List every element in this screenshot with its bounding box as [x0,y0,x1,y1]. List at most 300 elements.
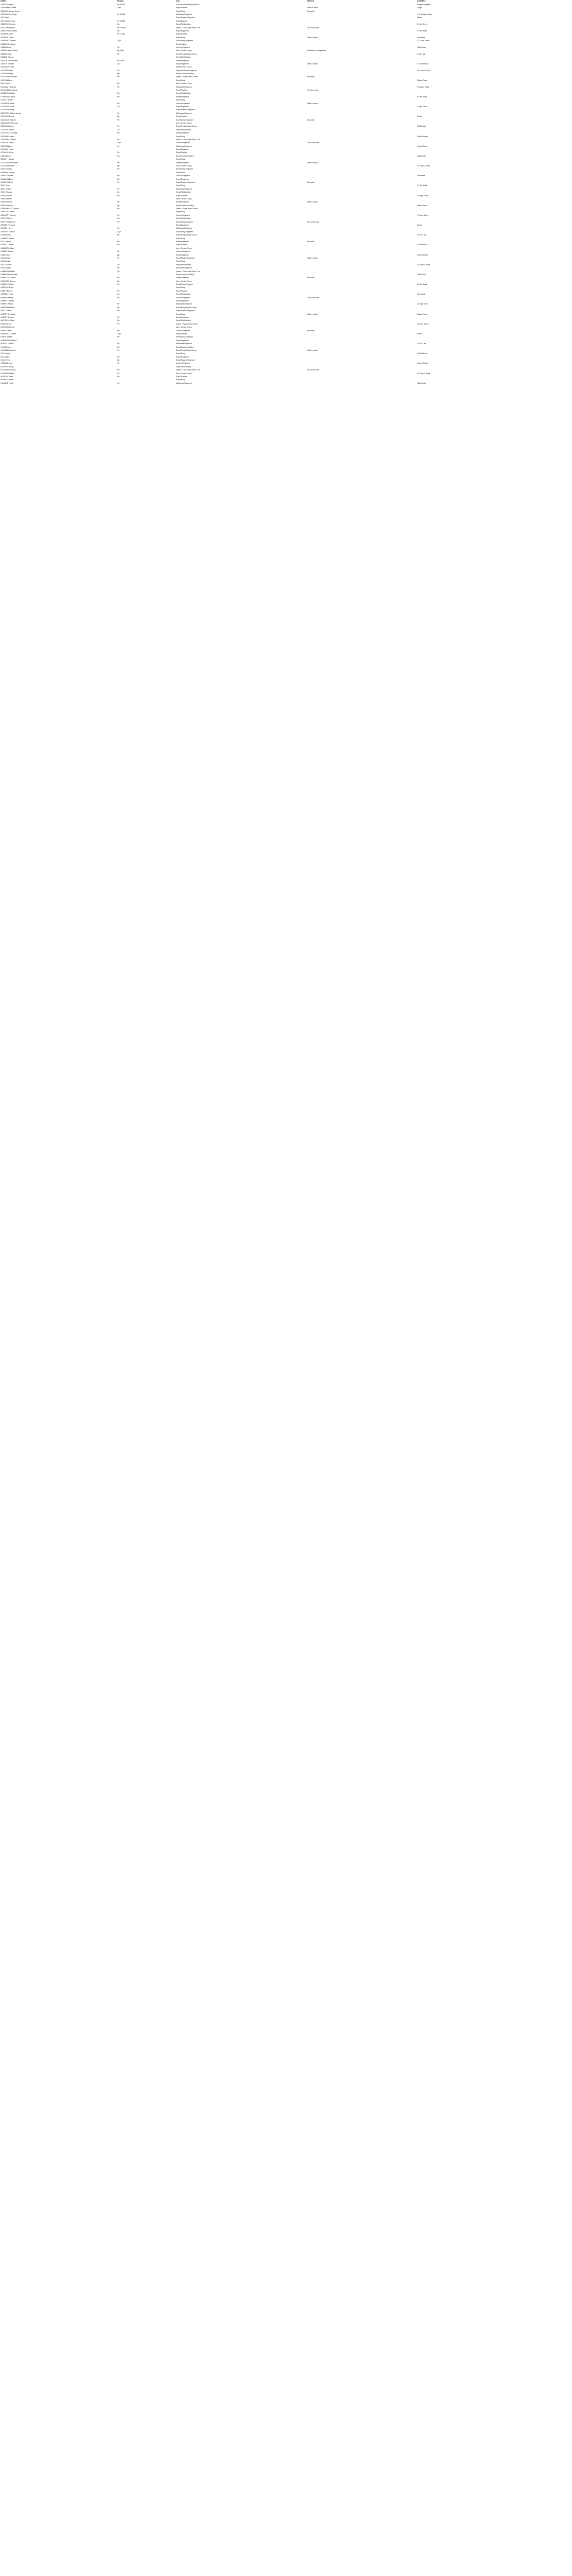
name-cell: GUNN Albert [1,234,11,236]
name-cell: GORE William [1,145,12,147]
rank-no-cell: Pte [117,188,120,190]
address-cell: 12 Crane Street [417,40,429,42]
unit-cell: Royal Welsh Fusiliers [176,221,193,223]
address-cell: Lodge [417,7,422,9]
name-cell: HILL George [1,352,11,355]
address-cell: 1 St Andrews Road [417,13,432,16]
unit-cell: East Surrey Regiment [176,118,194,121]
name-cell: HAYWARD Thomas [1,332,16,335]
rank-no-cell: Pte 29066 [117,13,125,16]
unit-cell: East Surrey Regiment [176,336,194,338]
rank-no-cell: Cpl [117,105,120,108]
unit-cell: London Regiment [176,175,190,177]
name-cell: HADDOCK Alfred [1,247,14,249]
name-cell: GOULD Frederick [1,165,15,167]
unit-cell: Royal West Kent Regiment [176,69,197,72]
address-cell: 5 Crane Street [417,323,429,325]
col-header-rank-no: RankNo [117,0,124,3]
rank-no-cell: Pte [117,323,120,325]
rank-no-cell: Pte [117,46,120,48]
name-cell: GRAHAM George [1,171,15,174]
rank-no-cell: Pte [117,270,120,273]
unit-cell: Royal Fusiliers [176,7,188,9]
name-cell: GIBBS Ernest [1,53,12,55]
unit-cell: Royal Engineers [176,224,189,227]
name-cell: GAY Albert [1,16,9,19]
rank-no-cell: Pte [117,277,120,279]
name-cell: HANCOCK George [1,280,16,282]
unit-cell: Royal Field Artillery [176,365,192,368]
unit-cell: Middlesex Regiment [176,303,192,306]
name-cell: GRIMES Frederick [1,224,15,227]
address-cell: Station Road [417,79,427,81]
rank-no-cell: Sgt [117,253,120,256]
name-cell: GILBERT Arthur [1,69,13,72]
unit-cell: Queen's Own Royal West Kent [176,369,200,371]
details-cell: Died of wounds [307,142,319,144]
name-cell: GEER Henry Charles [1,30,18,32]
name-cell: HENDERSON Albert [1,339,17,342]
rank-no-cell: Pte [117,257,120,259]
address-cell: 6 North Road [417,145,428,147]
unit-cell: Royal Fusiliers [176,244,188,246]
name-cell: HALL William [1,267,11,269]
rank-no-cell: CSM [117,7,121,9]
name-cell: HACKETT Frank [1,244,14,246]
rank-no-cell: Pte [117,69,120,72]
rank-no-cell: Dvr [117,82,120,85]
rank-no-cell: Pte [117,201,120,204]
name-cell: GREGORY Alfred [1,211,14,213]
unit-cell: London Regiment [176,46,190,48]
unit-cell: Royal Scots [176,171,186,174]
name-cell: HASTINGS Alfred [1,319,14,322]
unit-cell: East Surrey Regiment [176,168,194,171]
unit-cell: Army Service Corps [176,326,192,329]
name-cell: GILES Albert Edward [1,76,18,78]
unit-cell: Army Service Corps [176,372,192,375]
name-cell: GREEN William [1,204,13,207]
name-cell: HOLLAND Thomas [1,369,16,371]
rank-no-cell: Pte [117,102,120,105]
unit-cell: Royal Engineers [176,148,189,151]
address-cell: Church Street [417,362,428,365]
name-cell: HAWKINS Ernest [1,326,14,329]
name-cell: HIGGINS Frederick [1,349,16,351]
details-cell: Killed in action [307,36,318,39]
unit-cell: East Surrey Regiment [176,230,194,233]
details-cell [306,382,417,385]
unit-cell: Essex Regiment [176,241,189,243]
details-cell: Wounded [307,277,315,279]
rank-no-cell: Pte [117,267,120,269]
rank-no-cell: Pte [117,382,120,384]
unit-cell: Royal Field Artillery [176,128,192,131]
unit-cell: Essex Regiment [176,132,189,134]
unit-cell: Royal Fusiliers [176,376,188,378]
rank-no-cell: L/Cpl [117,40,121,42]
unit-cell: Queen's Royal West Surrey [176,76,198,78]
rank-no-cell: Pte [117,95,120,98]
rank-no-cell: Pte [117,303,120,306]
unit-cell: Royal Sussex Regiment [176,359,195,362]
unit-cell: Royal Fusiliers [176,33,188,36]
address-cell: Cleveland [417,175,425,177]
unit-cell: Royal Artillery [176,43,187,45]
name-cell: GILLINGHAM George [1,89,18,92]
name-cell: GIBSON Thomas [1,62,14,65]
unit-cell: Royal Engineers [176,300,189,302]
rank-no-cell: L/Cpl [117,230,121,233]
col-header-details: DETAILS [307,0,315,3]
rank-no-cell: Sgt [117,73,120,75]
rank-no-cell: Pte 13085 [117,20,125,22]
address-cell: 5 Victoria Road [417,86,429,88]
name-cell: HEATH William [1,336,13,338]
name-cell: GRAY Ernest [1,188,11,190]
rank-no-cell: Dvr [117,128,120,131]
address-cell: Tallis Road [417,155,426,157]
name-cell: GRANT Charles [1,175,13,177]
details-cell: Mentioned in despatches [307,49,326,52]
rank-no-cell: Gnr [117,346,120,348]
name-cell: GOODWIN Albert [1,135,14,138]
unit-cell: Royal Navy [176,10,185,12]
rank-no-cell: Cpl [117,62,120,65]
roll-body [0,3,572,385]
unit-cell: Royal Army Medical Corps [176,53,197,55]
unit-cell: Middlesex Regiment [176,227,192,230]
name-cell: HATCH Arthur [1,323,12,325]
rank-no-cell: Pte [117,138,120,141]
address-cell: Station Road [417,313,427,315]
rank-no-cell: Pte [117,161,120,164]
name-cell: GIBSON John William [1,59,18,62]
unit-cell: Royal Navy [176,260,185,263]
address-cell: 6 North Road [417,352,428,355]
details-cell: Killed in action [307,62,318,65]
rank-no-cell: Pte [117,362,120,365]
unit-cell: Army Service Corps [176,122,192,124]
name-cell: GORDON Henry [1,142,14,144]
rank-no-cell: Sgt [117,165,120,167]
address-cell: 9 Park Road [417,95,427,98]
address-cell: Tallis Road [417,46,426,48]
unit-cell: Royal Sussex Regiment [176,109,195,111]
address-cell: 7 Crane Street [417,214,429,216]
address-cell: Weald [417,224,422,227]
name-cell: GLADWELL Arthur [1,95,15,98]
rank-no-cell: Pte [117,316,120,318]
address-cell: 20 High Street [417,194,428,197]
unit-cell: Army Service Corps [176,197,192,200]
unit-cell: Royal Field Artillery [176,56,192,59]
address-cell: Weald [417,16,422,19]
details-cell: Died of wounds [307,26,319,29]
name-cell: GUNNER William [1,237,14,240]
address-cell: 17 North Road [417,62,429,65]
rank-no-cell: Pte [117,296,120,299]
rank-no-cell: Gnr [117,92,120,95]
unit-cell: Royal Garrison Artillery [176,346,194,348]
unit-cell: Royal Army Medical Corps [176,234,197,236]
rank-no-cell: Pte [117,214,120,216]
name-cell: GIDDINGS Frank [1,66,14,69]
name-cell: HOWARD Frank [1,382,13,384]
rank-no-cell: Gnr [117,155,120,157]
details-cell: Killed in action [307,257,318,259]
unit-cell: Royal Field Artillery [176,217,192,220]
name-cell: HARPER Henry [1,296,13,299]
unit-cell: Machine Gun Corps [176,66,192,69]
rank-no-cell: Pte [117,376,120,378]
name-cell: GODFREY William James [1,112,21,114]
rank-no-cell: Pte 20812 [117,59,125,62]
unit-cell: Royal Navy [176,237,185,240]
name-cell: GODFREY Henry [1,109,14,111]
name-cell: GREEN Albert [1,194,12,197]
rank-no-cell: Pte [117,336,120,338]
name-cell: GOULD Albert Edward [1,161,19,164]
name-cell: GASH George H [1,3,14,6]
unit-cell: Essex Regiment [176,95,189,98]
unit-cell: Royal Sussex Regiment [176,16,195,19]
name-cell: HILLS Arthur [1,359,11,362]
unit-cell: Royal Engineers [176,178,189,180]
rank-no-cell: Pte [117,250,120,253]
name-cell: GILES William [1,79,12,81]
rank-no-cell: Pte [117,234,120,236]
details-cell: Wounded [307,181,315,183]
rank-no-cell: Pte [117,290,120,292]
address-cell: 2 Mill Lane [417,53,426,55]
name-cell: GREEN Henry [1,201,12,204]
name-cell: GEE Ernest Arthur [1,26,15,29]
unit-cell: Royal Fusiliers [176,194,188,197]
name-cell: GASSON Wm Edgar [1,13,17,16]
unit-cell: Essex Regiment [176,201,189,204]
name-cell: HODGES Henry [1,365,13,368]
rank-no-cell: Gnr [117,23,120,26]
name-cell: GODDARD Frank [1,105,14,108]
address-cell: 25 Church Street [417,69,430,72]
name-cell: GEORGE Frank [1,36,13,39]
name-cell: HANDLEY Alfred [1,283,14,286]
rank-no-cell: Gnr [117,217,120,220]
name-cell: HEWITT Charles [1,343,14,345]
rank-no-cell: Pte [117,355,120,358]
rank-no-cell: Pte [117,343,120,345]
address-cell: 2 Park Road [417,184,427,187]
rank-no-cell: Pte [117,76,120,78]
details-cell: Died of wounds [307,221,319,223]
rank-no-cell: Cpl [117,178,120,180]
unit-cell: Middlesex Regiment [176,112,192,114]
address-cell: 4 North Road [417,244,428,246]
unit-cell: Army Service Corps [176,49,192,52]
name-cell: HOBBS Ernest [1,362,12,365]
unit-cell: Royal Field Artillery [176,293,192,296]
address-cell: Church Street [417,135,428,138]
address-cell: Cleveland [417,36,425,39]
unit-cell: Queen's Own Royal West Kent [176,26,200,29]
name-cell: HORNE Charles [1,379,13,381]
address-cell: Church Street [417,253,428,256]
unit-cell: Royal Field Artillery [176,263,192,266]
name-cell: HARDY Ernest [1,290,12,292]
rank-no-cell: Pte [117,53,120,55]
unit-cell: Royal Sussex Regiment [176,181,195,183]
name-cell: GASH Percy James [1,7,16,9]
address-cell: Tallis Road [417,273,426,276]
unit-cell: Royal Navy [176,286,185,289]
unit-cell: Royal Navy [176,379,185,381]
name-cell: GREENWOOD Charles [1,208,19,210]
address-cell: 4 Park Road [417,30,427,32]
name-cell: GROVES Thomas [1,230,15,233]
rank-no-cell: Pte [117,221,120,223]
name-cell: GEORGE Albert [1,33,13,36]
name-cell: HALL Thomas [1,263,12,266]
unit-cell: East Surrey Regiment [176,40,194,42]
name-cell: GOSS Ernest [1,155,11,157]
rank-no-cell: Sgt [117,359,120,362]
name-cell: GIBSON George [1,56,14,59]
unit-cell: Army Service Corps [176,82,192,85]
rank-no-cell: L/Cpl [117,332,121,335]
unit-cell: Middlesex Regiment [176,13,192,16]
unit-cell: Middlesex Regiment [176,267,192,269]
unit-cell: Queen's Royal West Surrey [176,208,198,210]
unit-cell: Royal Navy [176,352,185,355]
name-cell: GOODCHILD George [1,132,18,134]
rank-no-cell: Pte [117,86,120,88]
address-cell: 16 Mill Lane [417,234,427,236]
name-cell: GILL Ernest [1,82,10,85]
name-cell: HILL Alfred [1,355,9,358]
rank-no-cell: Pte [117,244,120,246]
rank-no-cell: Pte 55038 [117,3,125,6]
name-cell: HAMPTON Charles [1,277,16,279]
name-cell: GOODWIN Charles [1,138,16,141]
name-cell: GASSON George Henry [1,10,20,12]
unit-cell: Army Service Corps [176,165,192,167]
name-cell: HALL Ernest [1,257,11,259]
rank-no-cell: L/Cpl [117,142,121,144]
unit-cell: Royal Navy [176,79,185,81]
name-cell: GOLDSMITH Thomas [1,122,18,124]
rank-no-cell: Gnr [117,293,120,296]
name-cell: GRAY Arthur [1,184,11,187]
name-cell: GOOD Frederick [1,125,14,128]
details-cell: Killed in action [307,102,318,105]
unit-cell: Royal Engineers [176,339,189,342]
unit-cell: Royal Navy [176,313,185,315]
rank-no-cell: Pte [117,208,120,210]
name-cell: HALE Arthur [1,253,10,256]
details-cell: Killed in action [307,201,318,204]
details-cell: Killed in action [307,7,318,9]
unit-cell: Royal Marines [176,20,187,22]
unit-cell: Royal Fusiliers [176,332,188,335]
unit-cell: East Surrey Regiment [176,283,194,286]
rank-no-cell: Sgt [117,306,120,309]
unit-cell: Royal Garrison Artillery [176,155,194,157]
address-cell: 8 Park Road [417,283,427,286]
unit-cell: Essex Regiment [176,277,189,279]
unit-cell: Royal Engineers [176,62,189,65]
name-cell: GOODALL Arthur [1,128,14,131]
col-header-address: ADDRESS [417,0,426,3]
name-cell: GOUGH Thomas [1,158,14,161]
name-cell: GOLDING Ernest [1,115,14,118]
unit-cell: Royal Fusiliers [176,151,188,154]
rank-no-cell: Pte [117,349,120,351]
unit-cell: Royal Army Medical Corps [176,125,197,128]
rank-no-cell: Pte [117,283,120,286]
name-cell: HARRISON Albert [1,306,15,309]
unit-cell: Royal Fusiliers [176,115,188,118]
name-cell: GIBBS Charles Henry [1,49,18,52]
unit-cell: Royal Navy [176,99,185,101]
name-cell: GORHAM Frank [1,148,13,151]
unit-cell: Royal Sussex Regiment [176,257,195,259]
address-cell: 15 Victoria Road [417,372,430,375]
unit-cell: Royal Field Artillery [176,92,192,95]
unit-cell: Royal Garrison Artillery [176,73,194,75]
unit-cell: London Regiment [176,362,190,365]
col-header-name: NAME [1,0,6,3]
unit-cell: Royal Fusiliers [176,290,188,292]
rank-no-cell: Pte [117,125,120,128]
name-cell: GERRARD Edward [1,40,16,42]
name-cell: HARDING Arthur [1,286,14,289]
rank-no-cell: Spr [117,30,120,32]
unit-cell: Royal Garrison Artillery [176,204,194,207]
name-cell: GOSLING Arthur [1,151,14,154]
address-cell: 3 High Street [417,105,427,108]
name-cell: GIBBS Alfred [1,46,11,48]
rank-no-cell: Pte [117,369,120,371]
address-cell: Weald [417,332,422,335]
name-cell: HICKS Frank [1,346,11,348]
name-cell: HALL Henry [1,260,10,263]
unit-cell: Queen's Royal West Surrey [176,323,198,325]
name-cell: HAMMOND Frederick [1,273,18,276]
details-cell: Wounded [307,118,315,121]
rank-no-cell: Sgt 4491 [117,49,124,52]
unit-cell: Army Service Corps [176,247,192,249]
name-cell: GRAY Thomas [1,191,12,194]
unit-cell: London Regiment [176,214,190,216]
unit-cell: Queen's Own Royal West Kent [176,138,200,141]
name-cell: HARRIS Thomas [1,300,14,302]
name-cell: HAYES Henry [1,329,12,332]
address-cell: 19 Mill Lane [417,343,427,345]
unit-cell: Essex Regiment [176,161,189,164]
name-cell: GAY William Henry [1,20,15,22]
name-cell: GRANT William [1,178,13,180]
unit-cell: London Regiment [176,250,190,253]
name-cell: GILLHAM Frederick [1,86,16,88]
rank-no-cell: Pte [117,227,120,230]
rank-no-cell: Dvr [117,191,120,194]
unit-cell: Royal Army Medical Corps [176,306,197,309]
details-cell: Died of wounds [307,369,319,371]
unit-cell: London Regiment [176,329,190,332]
unit-cell: Royal Engineers [176,105,189,108]
name-cell: GREGORY George [1,214,16,216]
